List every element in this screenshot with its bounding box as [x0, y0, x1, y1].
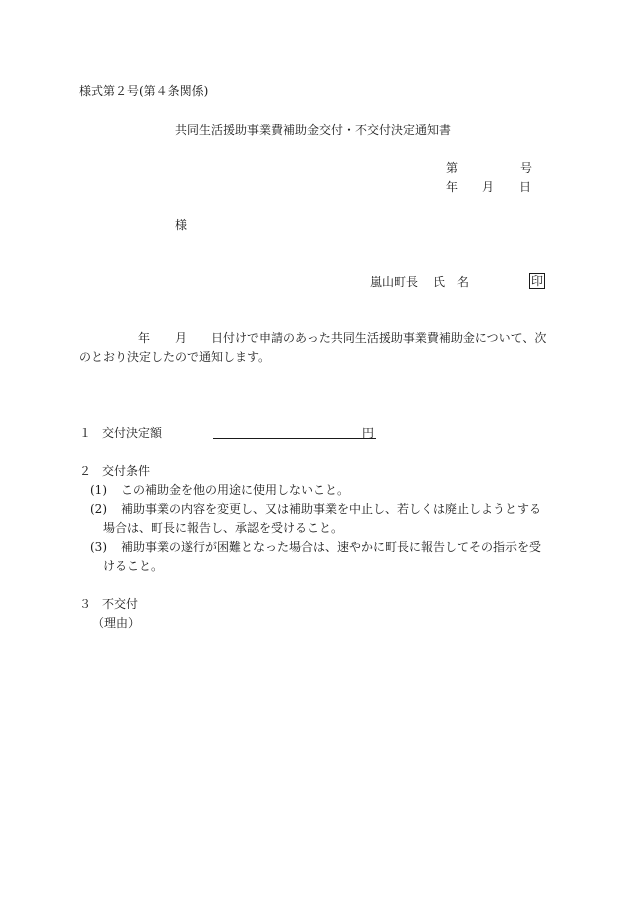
doc-number-go: 号: [520, 161, 533, 175]
body-line1: 日付けで申請のあった共同生活援助事業費補助金について、次: [211, 331, 547, 345]
date-month: 月: [482, 180, 495, 194]
section3-number: ３: [79, 597, 92, 611]
form-number: 様式第２号(第４条関係): [79, 84, 209, 98]
date-year: 年: [446, 180, 459, 194]
body-line2: のとおり決定したので通知します。: [79, 350, 271, 364]
document-title: 共同生活援助事業費補助金交付・不交付決定通知書: [175, 123, 452, 137]
section1-label: 交付決定額: [102, 426, 163, 440]
condition-2-text: 補助事業の内容を変更し、又は補助事業を中止し、若しくは廃止しようとする: [121, 502, 542, 516]
section1-number: １: [79, 426, 92, 440]
section1-unit: 円: [362, 426, 375, 440]
condition-2-continuation: 場合は、町長に報告し、承認を受けること。: [103, 521, 344, 535]
section3-reason: （理由）: [92, 616, 141, 630]
condition-3-text: 補助事業の遂行が困難となった場合は、速やかに町長に報告してその指示を受: [121, 540, 542, 554]
issuer-name-label: 氏 名: [433, 275, 470, 289]
body-year: 年: [138, 331, 151, 345]
body-month: 月: [175, 331, 188, 345]
section2-label: 交付条件: [102, 464, 151, 478]
recipient-sama: 様: [175, 218, 188, 232]
seal-mark: [529, 273, 545, 289]
condition-3-continuation: けること。: [103, 559, 164, 573]
date-day: 日: [519, 180, 532, 194]
amount-field-line: [213, 425, 376, 439]
issuer-title: 嵐山町長: [370, 275, 419, 289]
condition-2-number: (2): [90, 502, 107, 516]
section2-number: ２: [79, 464, 92, 478]
seal-char: 印: [531, 274, 544, 288]
condition-3-number: (3): [90, 540, 107, 554]
condition-1-number: (1): [90, 483, 107, 497]
section3-label: 不交付: [102, 597, 139, 611]
doc-number-dai: 第: [446, 161, 459, 175]
condition-1-text: この補助金を他の用途に使用しないこと。: [121, 483, 350, 497]
